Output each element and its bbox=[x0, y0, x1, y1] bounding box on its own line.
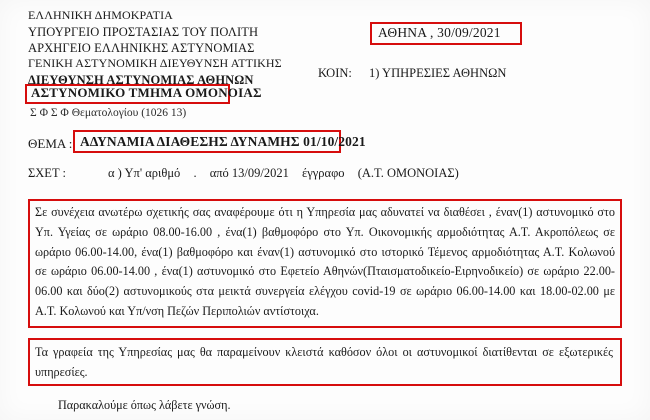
file-reference-line: Σ Φ Σ Φ Θεματολογίου (1026 13) bbox=[30, 107, 187, 119]
subject-label: ΘΕΜΑ : bbox=[28, 136, 73, 151]
subject-value: ΑΔΥΝΑΜΙΑ ΔΙΑΘΕΣΗΣ ΔΥΝΑΜΗΣ 01/10/2021 bbox=[80, 134, 366, 149]
reference-label: ΣΧΕΤ : bbox=[28, 166, 66, 180]
letterhead-line-4: ΓΕΝΙΚΗ ΑΣΤΥΝΟΜΙΚΗ ΔΙΕΥΘΥΝΣΗ ΑΤΤΙΚΗΣ bbox=[28, 56, 282, 71]
reference-part-2: . bbox=[193, 166, 197, 180]
reference-part-4: έγγραφο bbox=[302, 166, 345, 180]
reference-part-1: α ) Υπ' αριθμό bbox=[108, 166, 181, 180]
reference-value bbox=[108, 166, 469, 181]
body-paragraph-1: Σε συνέχεια ανωτέρω σχετικής σας αναφέρουμε ότι η Υπηρεσία μας αδυνατεί να διαθέσει , έναν(1) αστυνομικό στο Υπ. Υγείας σε ωράριο 08.00-16.00 , ένα(1) βαθμοφόρο στο Υπ. Οικονομικής αρμοδιότητας Α.Τ. Ακροπόλεως σε ωράριο 06.00-14.00, ένα(1) βαθμοφόρο και έναν(1) αστυνομικό στο ιστορικό Τέμενος αρμοδιότητας Α.Τ. Κολωνού σε ωράριο 06.00-14.00 , ένα(1) αστυνομικό στο Εφετείο Αθηνών(Πταισματοδικείο-Ειρηνοδικείο) σε ωράριο 22.00-06.00 και δύο(2) αστυνομικούς στα μεικτά συνεργεία ελέγχου covid-19 σε ωράριο 06.00-14.00 και 18.00-02.00 με Α.Τ. Κολωνού και Υπ/νση Πεζών Περιπολιών αντίστοιχα. bbox=[35, 205, 615, 318]
recipients-value: 1) ΥΠΗΡΕΣΙΕΣ ΑΘΗΝΩΝ bbox=[368, 66, 507, 80]
reference-part-3: από 13/09/2021 bbox=[209, 166, 289, 180]
unit-name: ΑΣΤΥΝΟΜΙΚΟ ΤΜΗΜΑ ΟΜΟΝΟΙΑΣ bbox=[31, 85, 262, 100]
recipients bbox=[318, 66, 506, 81]
letterhead-line-1: ΕΛΛΗΝΙΚΗ ΔΗΜΟΚΡΑΤΙΑ bbox=[28, 8, 173, 22]
recipients-label: ΚΟΙΝ: bbox=[318, 66, 352, 80]
letterhead bbox=[28, 8, 328, 88]
letterhead-line-2: ΥΠΟΥΡΓΕΙΟ ΠΡΟΣΤΑΣΙΑΣ ΤΟΥ ΠΟΛΙΤΗ bbox=[28, 24, 259, 39]
closing-line: Παρακαλούμε όπως λάβετε γνώση. bbox=[58, 398, 231, 412]
letterhead-line-3: ΑΡΧΗΓΕΙΟ ΕΛΛΗΝΙΚΗΣ ΑΣΤΥΝΟΜΙΑΣ bbox=[28, 40, 255, 55]
letterhead-line-5: ΔΙΕΥΘΥΝΣΗ ΑΣΤΥΝΟΜΙΑΣ ΑΘΗΝΩΝ bbox=[28, 72, 254, 87]
reference-part-5: (Α.Τ. ΟΜΟΝΟΙΑΣ) bbox=[357, 166, 459, 180]
place-and-date: ΑΘΗΝΑ , 30/09/2021 bbox=[378, 25, 501, 40]
body-paragraph-2: Τα γραφεία της Υπηρεσίας μας θα παραμείνουν κλειστά καθόσον όλοι οι αστυνομικοί διατίθενται σε εξωτερικές υπηρεσίες. bbox=[35, 345, 613, 379]
